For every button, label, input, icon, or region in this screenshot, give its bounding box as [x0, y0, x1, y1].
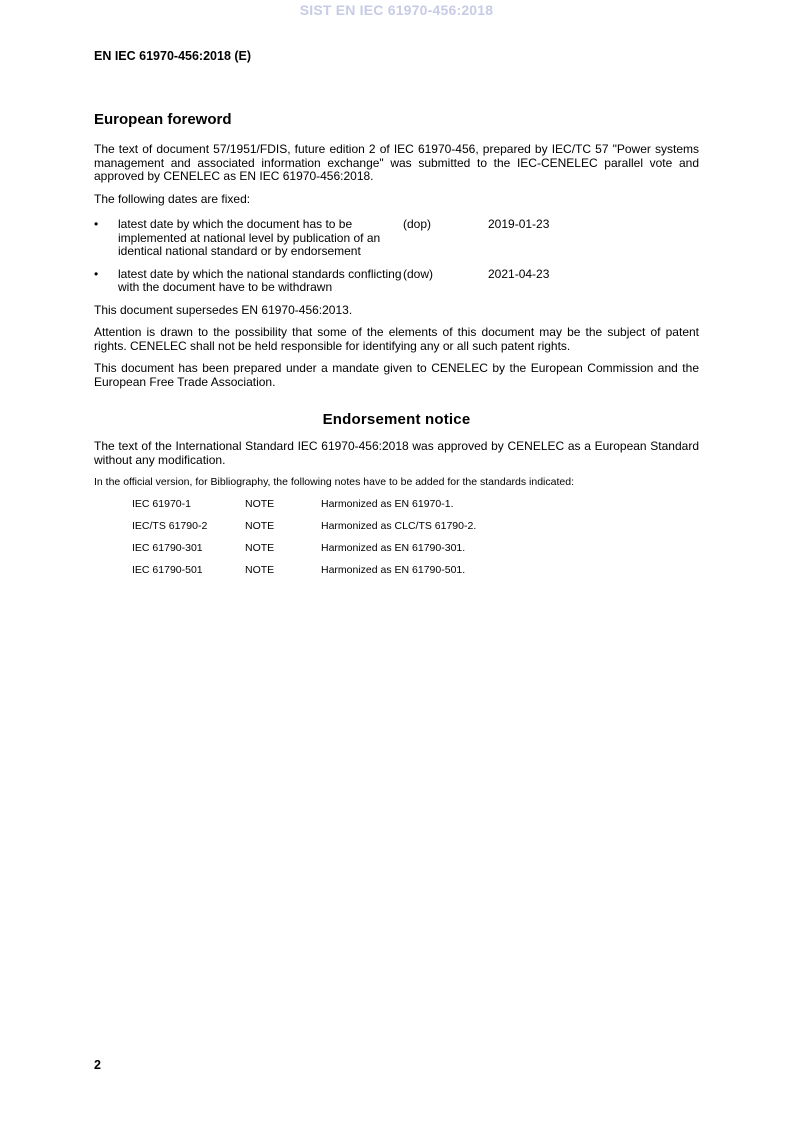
note-label: NOTE	[245, 520, 275, 532]
table-row	[132, 542, 476, 564]
date-code: (dow)	[403, 266, 434, 281]
page-content	[94, 111, 699, 586]
note-standard: IEC 61970-1	[132, 498, 191, 510]
notes-intro: In the official version, for Bibliography, the following notes have to be added for the standards indicated:	[94, 476, 574, 488]
date-value: 2021-04-23	[488, 266, 550, 281]
patent-paragraph: Attention is drawn to the possibility that some of the elements of this document may be the subject of patent rights. CENELEC shall not be held responsible for identifying any or all such patent rights.	[94, 325, 699, 353]
page-number: 2	[94, 1058, 101, 1072]
supersedes-paragraph: This document supersedes EN 61970-456:2013.	[94, 302, 353, 317]
bullet: •	[94, 217, 99, 231]
foreword-intro: The text of document 57/1951/FDIS, future edition 2 of IEC 61970-456, prepared by IEC/TC 57 "Power systems management and associated information exchange" was submitted to the IEC-CENELEC parallel vote and approved by CENELEC as EN IEC 61970-456:2018.	[94, 142, 699, 183]
note-standard: IEC 61790-301	[132, 542, 203, 554]
dates-list	[94, 218, 699, 295]
note-standard: IEC 61790-501	[132, 564, 203, 576]
table-row	[132, 498, 476, 520]
date-description: latest date by which the national standards conflicting with the document have to be withdrawn	[118, 266, 402, 294]
bibliography-notes-table	[132, 498, 476, 586]
note-label: NOTE	[245, 498, 275, 510]
watermark: SIST EN IEC 61970-456:2018	[299, 2, 494, 18]
date-item-dop	[94, 218, 699, 259]
date-value: 2019-01-23	[488, 217, 550, 231]
note-text: Harmonized as EN 61970-1.	[321, 498, 454, 510]
endorsement-heading: Endorsement notice	[322, 411, 471, 428]
document-id-header: EN IEC 61970-456:2018 (E)	[94, 49, 252, 63]
date-code: (dop)	[403, 217, 432, 231]
note-label: NOTE	[245, 564, 275, 576]
mandate-paragraph: This document has been prepared under a mandate given to CENELEC by the European Commission and the European Free Trade Association.	[94, 361, 699, 389]
note-text: Harmonized as EN 61790-501.	[321, 564, 466, 576]
note-text: Harmonized as CLC/TS 61790-2.	[321, 520, 477, 532]
note-text: Harmonized as EN 61790-301.	[321, 542, 466, 554]
table-row	[132, 520, 476, 542]
table-row	[132, 564, 476, 586]
date-item-dow	[94, 268, 699, 295]
note-label: NOTE	[245, 542, 275, 554]
date-description: latest date by which the document has to be implemented at national level by publication of an identical national standard or by endorsement	[118, 217, 381, 258]
bullet: •	[94, 266, 99, 281]
foreword-heading: European foreword	[94, 111, 232, 128]
dates-intro: The following dates are fixed:	[94, 191, 251, 206]
endorsement-text: The text of the International Standard IEC 61970-456:2018 was approved by CENELEC as a European Standard without any modification.	[94, 439, 699, 467]
note-standard: IEC/TS 61790-2	[132, 520, 208, 532]
